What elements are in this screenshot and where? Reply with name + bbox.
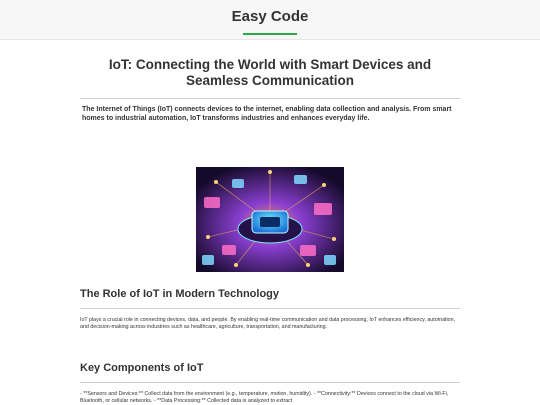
section-body: - **Sensors and Devices:** Collect data from the environment (e.g., temperature, motion, humidity). - **Connectivity:** Devices connect to the cloud via Wi-Fi, Bluetooth, or cellular networks. - **Data Processing:** Collected data is analyzed to extract — [80, 391, 449, 404]
section-body: IoT plays a crucial role in connecting devices, data, and people. By enabling real-time communication and data processing, IoT enhances efficiency, automation, and decision-making across industries such as healthcare, agriculture, transportation, and manufacturing. — [80, 317, 456, 330]
intro-text: The Internet of Things (IoT) connects devices to the internet, enabling data collection and analysis. From smart homes to industrial automation, IoT transforms industries and enhances everyday life. — [82, 106, 452, 122]
page-title: IoT: Connecting the World with Smart Devices and Seamless Communication — [108, 57, 432, 88]
article — [80, 40, 460, 405]
section-heading: Key Components of IoT — [80, 362, 204, 374]
iot-illustration-image — [196, 167, 344, 272]
section-heading: The Role of IoT in Modern Technology — [80, 288, 280, 300]
top-header — [0, 0, 540, 40]
iot-illustration-icon — [196, 167, 344, 272]
divider — [80, 98, 460, 99]
brand-underline — [243, 33, 297, 35]
divider — [80, 382, 460, 383]
site-brand[interactable]: Easy Code — [231, 8, 309, 25]
divider — [80, 308, 460, 309]
